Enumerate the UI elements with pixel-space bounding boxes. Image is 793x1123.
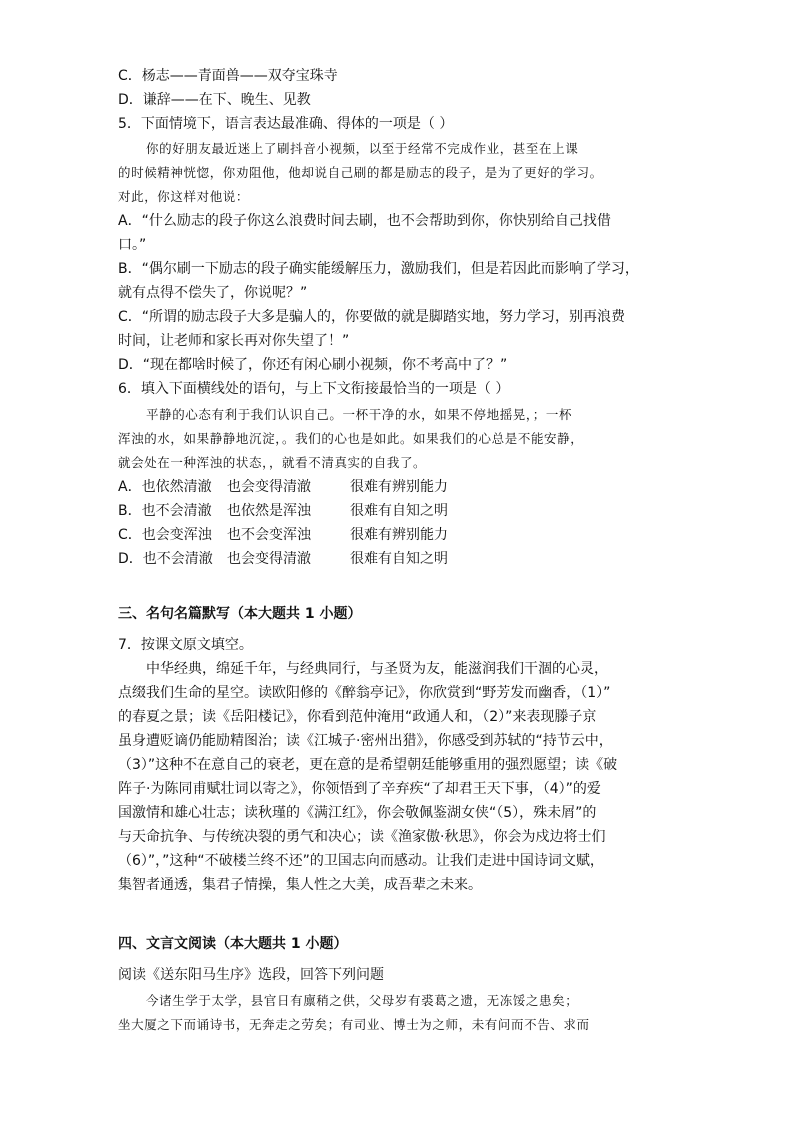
q5-option-c: C．“所谓的励志段子大多是骗人的，你要做的就是脚踏实地，努力学习，别再浪费 — [118, 309, 626, 325]
q6-option-d-blank3: 很难有自知之明 — [350, 551, 448, 567]
q6-option-b-blank2: 也依然是浑浊 — [227, 503, 311, 519]
q6-option-a — [118, 477, 448, 497]
q6-option-b — [118, 501, 448, 521]
q6-option-d — [118, 549, 448, 569]
q6-option-c-blank2: 也不会变浑浊 — [227, 527, 311, 543]
q5-stem: 5．下面情境下，语言表达最准确、得体的一项是（ ） — [118, 116, 454, 132]
q6-option-d-blank1: D．也不会清澈 — [118, 551, 213, 567]
section-4-intro: 阅读《送东阳马生序》选段，回答下列问题 — [118, 967, 384, 983]
q7-text-line: 的春夏之景；读《岳阳楼记》，你看到范仲淹用“政通人和，（2）”来表现滕子京 — [118, 709, 597, 725]
q7-text-line: 与天命抗争、与传统决裂的勇气和决心；读《渔家傲·秋思》，你会为戍边将士们 — [118, 829, 606, 845]
q6-option-c-blank3: 很难有辨别能力 — [350, 527, 448, 543]
q7-text-line: 阵子·为陈同甫赋壮词以寄之》，你领悟到了辛弃疾“了却君王天下事，（4）”的爱 — [118, 781, 601, 797]
q6-passage-line: 浑浊的水，如果静静地沉淀，。我们的心也是如此。如果我们的心总是不能安静， — [118, 431, 584, 446]
q7-text-line: 虽身遭贬谪仍能励精图治；读《江城子·密州出猎》，你感受到苏轼的“持节云中， — [118, 733, 613, 749]
q7-text-line: 集智者通透，集君子情操，集人性之大美，成吾辈之未来。 — [118, 877, 482, 893]
q5-option-c-cont: 时间，让老师和家长再对你失望了！” — [118, 333, 350, 349]
q7-text-line: 点缀我们生命的星空。读欧阳修的《醉翁亭记》，你欣赏到“野芳发而幽香，（1）” — [118, 685, 611, 701]
q5-option-b: B．“偶尔刷一下励志的段子确实能缓解压力，激励我们，但是若因此而影响了学习， — [118, 261, 639, 277]
q7-text-line: （3）”这种不在意自己的衰老，更在意的是希望朝廷能够重用的强烈愿望；读《破 — [118, 757, 618, 773]
q6-option-a-blank1: A．也依然清澈 — [118, 479, 212, 495]
q7-stem: 7．按课文原文填空。 — [118, 637, 253, 653]
q6-passage-line: 就会处在一种浑浊的状态，，就看不清真实的自我了。 — [118, 455, 427, 470]
q7-text-line: （6）”，”这种“不破楼兰终不还”的卫国志向而感动。让我们走进中国诗词文赋， — [118, 853, 604, 869]
q4-option-c: C．杨志——青面兽——双夺宝珠寺 — [118, 68, 338, 84]
q6-option-c-blank1: C．也会变浑浊 — [118, 527, 212, 543]
q6-option-b-blank3: 很难有自知之明 — [350, 503, 448, 519]
section-3-heading: 三、名句名篇默写（本大题共 1 小题） — [118, 606, 362, 622]
q5-option-b-cont: 就有点得不偿失了，你说呢？” — [118, 285, 308, 301]
q5-option-a-cont: 口。” — [118, 237, 147, 253]
q5-passage-line: 对此，你这样对他说： — [118, 189, 250, 204]
q6-option-a-blank2: 也会变得清澈 — [227, 479, 311, 495]
q5-option-a: A．“什么励志的段子你这么浪费时间去刷，也不会帮助到你，你快别给自己找借 — [118, 213, 611, 229]
q6-option-d-blank2: 也会变得清澈 — [227, 551, 311, 567]
q7-text-line: 国激情和雄心壮志；读秋瑾的《满江红》，你会敬佩鉴湖女侠“（5），殊未屑”的 — [118, 805, 597, 821]
q6-option-b-blank1: B．也不会清澈 — [118, 503, 212, 519]
classical-passage-line: 今诸生学于太学，县官日有廪稍之供，父母岁有裘葛之遗，无冻馁之患矣； — [146, 993, 579, 1008]
q5-option-d: D．“现在都啥时候了，你还有闲心刷小视频，你不考高中了？” — [118, 357, 508, 373]
q5-passage-line: 的时候精神恍惚，你劝阻他，他却说自己刷的都是励志的段子，是为了更好的学习。 — [118, 165, 603, 180]
q6-option-c — [118, 525, 448, 545]
q6-passage-line: 平静的心态有利于我们认识自己。一杯干净的水，如果不停地摇晃，；一杯 — [146, 407, 573, 422]
q6-option-a-blank3: 很难有辨别能力 — [350, 479, 448, 495]
classical-passage-line: 坐大厦之下而诵诗书，无奔走之劳矣；有司业、博士为之师，未有问而不告、求而 — [118, 1017, 590, 1032]
q6-stem: 6．填入下面横线处的语句，与上下文衔接最恰当的一项是（ ） — [118, 381, 510, 397]
q4-option-d: D．谦辞——在下、晚生、见教 — [118, 92, 311, 108]
q7-text-line: 中华经典，绵延千年，与经典同行，与圣贤为友，能滋润我们干涸的心灵， — [146, 661, 608, 677]
q5-passage-line: 你的好朋友最近迷上了刷抖音小视频，以至于经常不完成作业，甚至在上课 — [146, 141, 579, 156]
section-4-heading: 四、文言文阅读（本大题共 1 小题） — [118, 936, 348, 952]
